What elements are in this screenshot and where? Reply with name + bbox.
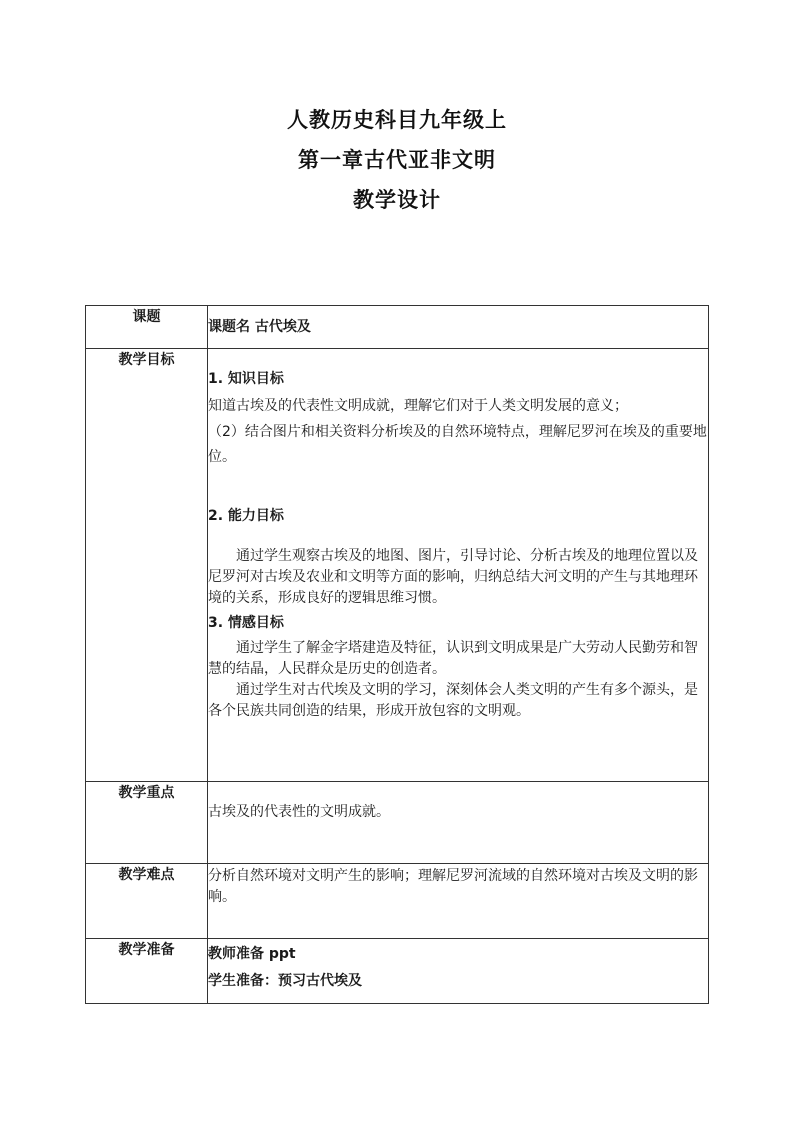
title-doc-type: 教学设计 xyxy=(353,187,441,212)
objectives-label: 教学目标 xyxy=(86,349,208,782)
difficulties-label: 教学难点 xyxy=(86,864,208,939)
key-points-value: 古埃及的代表性的文明成就。 xyxy=(208,782,709,864)
emotion-paragraph-1: 通过学生了解金字塔建造及特征，认识到文明成果是广大劳动人民勤劳和智慧的结晶，人民群众是历史的创造者。 xyxy=(208,640,698,677)
lesson-plan-table xyxy=(85,305,709,1004)
student-preparation: 学生准备：预习古代埃及 xyxy=(208,973,362,989)
table-row-topic xyxy=(86,306,709,349)
preparation-content xyxy=(208,939,709,1004)
knowledge-paragraph-1: 知道古埃及的代表性文明成就，理解它们对于人类文明发展的意义； xyxy=(208,398,628,414)
topic-value: 课题名 古代埃及 xyxy=(208,306,709,349)
knowledge-paragraph-2: （2）结合图片和相关资料分析埃及的自然环境特点，理解尼罗河在埃及的重要地位。 xyxy=(208,424,707,465)
table-row-difficulties xyxy=(86,864,709,939)
topic-label: 课题 xyxy=(86,306,208,349)
title-subject: 人教历史科目九年级上 xyxy=(287,107,507,132)
preparation-label: 教学准备 xyxy=(86,939,208,1004)
teacher-preparation: 教师准备 ppt xyxy=(208,946,296,962)
document-header xyxy=(0,100,794,220)
objectives-content xyxy=(208,349,709,782)
emotion-heading: 3. 情感目标 xyxy=(208,615,284,631)
ability-heading: 2. 能力目标 xyxy=(208,508,284,524)
knowledge-heading: 1. 知识目标 xyxy=(208,371,284,387)
ability-paragraph: 通过学生观察古埃及的地图、图片，引导讨论、分析古埃及的地理位置以及尼罗河对古埃及农业和文明等方面的影响，归纳总结大河文明的产生与其地理环境的关系，形成良好的逻辑思维习惯。 xyxy=(208,548,698,606)
difficulties-value: 分析自然环境对文明产生的影响；理解尼罗河流域的自然环境对古埃及文明的影响。 xyxy=(208,864,709,939)
key-points-label: 教学重点 xyxy=(86,782,208,864)
table-row-key-points xyxy=(86,782,709,864)
table-row-preparation xyxy=(86,939,709,1004)
title-chapter: 第一章古代亚非文明 xyxy=(298,147,496,172)
emotion-paragraph-2: 通过学生对古代埃及文明的学习，深刻体会人类文明的产生有多个源头，是各个民族共同创造的结果，形成开放包容的文明观。 xyxy=(208,682,698,719)
table-row-objectives xyxy=(86,349,709,782)
